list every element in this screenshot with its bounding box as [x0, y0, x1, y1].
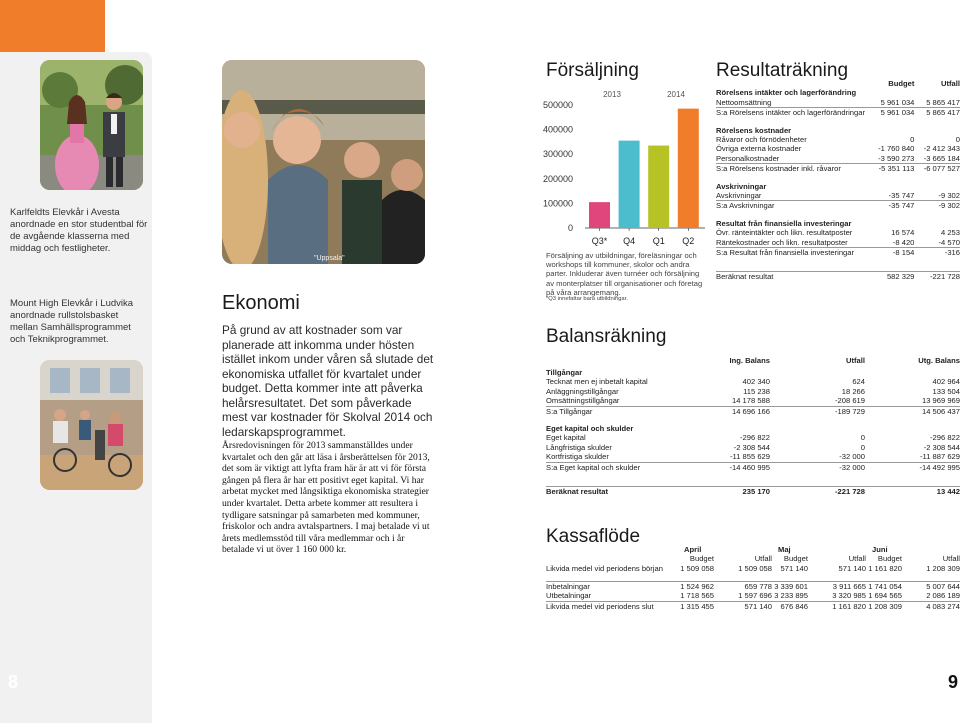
value-col-2: -32 000	[839, 452, 865, 462]
row-label: Utbetalningar	[546, 591, 592, 601]
table-row	[546, 581, 960, 591]
y-tick-label: 100000	[543, 198, 573, 209]
cash-value: 5 007 644	[902, 581, 960, 591]
row-label: Långfristiga skulder	[546, 442, 612, 452]
utfall-value	[914, 182, 960, 191]
utfall-value	[914, 88, 960, 97]
spacer	[716, 118, 960, 126]
forsaljning-note: Försäljning av utbildningar, föreläsningar och workshops till kommuner, skolor och andra parter. Inkluderar även turnéer och försäljning av monterplatser till organisationer och företag på våra arrangemang.	[546, 251, 703, 297]
value-col-1: 115 238	[743, 386, 770, 396]
value-col-3: 13 442	[865, 486, 960, 496]
budget-value: 16 574	[891, 228, 915, 238]
cash-value: 3 320 985	[832, 591, 866, 601]
row-label: S:a Tillgångar	[546, 406, 692, 416]
value-col-3: -11 887 629	[920, 452, 960, 462]
x-tick-label: Q4	[623, 236, 636, 246]
cash-value: 1 161 820	[868, 563, 902, 573]
cash-value: 571 140	[780, 563, 808, 573]
utfall-value: -6 077 527	[914, 164, 960, 174]
budget-value: -35 747	[865, 201, 914, 211]
cash-value: 676 846	[772, 601, 808, 611]
row-label: Rörelsens kostnader	[716, 125, 792, 135]
value-col-3: 402 964	[932, 377, 960, 387]
value-col-1: 14 696 166	[692, 406, 770, 416]
value-col-2	[770, 424, 865, 433]
utfall-value: -9 302	[938, 191, 960, 201]
utfall-value	[914, 219, 960, 228]
row-label: Likvida medel vid periodens slut	[546, 601, 678, 611]
y-tick-label: 500000	[543, 99, 573, 110]
budget-value: 582 329	[865, 272, 914, 282]
forsaljning-footnote: *Q3 innefattar bara utbildningar.	[546, 296, 628, 302]
table-row	[546, 368, 960, 377]
cash-value: 1 208 309	[926, 563, 960, 573]
spacer-row	[716, 258, 960, 272]
year-label-2014: 2014	[667, 90, 685, 99]
row-label: Tecknat men ej inbetalt kapital	[546, 377, 648, 387]
budget-value: 5 961 034	[880, 97, 915, 107]
table-row	[716, 182, 960, 191]
row-label: Personalkostnader	[716, 153, 780, 163]
cash-value: 1 597 696	[738, 591, 772, 601]
budget-value	[865, 182, 914, 191]
spacer-row	[546, 416, 960, 424]
budget-value: -8 154	[865, 248, 914, 258]
value-col-1: 402 340	[742, 377, 770, 387]
sub-header-utfall: Utfall	[942, 554, 960, 564]
table-row	[546, 424, 960, 433]
table-row	[716, 144, 960, 153]
cash-value: 1 161 820	[808, 601, 866, 611]
table-row	[716, 191, 960, 201]
header-spacer	[546, 354, 692, 368]
page-number-left: 8	[8, 672, 19, 692]
ekonomi-title: Ekonomi	[222, 292, 300, 314]
value-col-3: 13 969 969	[921, 396, 960, 406]
row-label: Råvaror och förnödenheter	[716, 135, 807, 145]
table-row	[716, 164, 960, 174]
header-spacer	[546, 554, 678, 563]
budget-value: -1 760 840	[878, 144, 915, 154]
table-row	[716, 135, 960, 144]
month-header: Maj	[778, 545, 791, 554]
cash-value: 1 524 962	[678, 581, 714, 591]
caption-karlfeldts: Karlfeldts Elevkår i Avesta anordnade en stor studentbal för de avgående klasserna med middag och festligheter.	[10, 207, 148, 254]
table-row	[546, 406, 960, 416]
row-label: Övriga externa kostnader	[716, 144, 802, 154]
cash-value: 1 509 058	[738, 563, 772, 573]
table-row	[716, 228, 960, 237]
month-header: April	[684, 545, 702, 554]
cash-value: 1 694 565	[868, 591, 902, 601]
cash-value: 1 718 565	[680, 591, 714, 601]
table-row	[546, 377, 960, 386]
row-label: Inbetalningar	[546, 581, 678, 591]
photo-wheelchair-basket	[40, 360, 143, 490]
value-col-1: -296 822	[740, 433, 770, 443]
table-row	[546, 486, 960, 496]
value-col-3: 133 504	[932, 386, 960, 396]
value-col-1: 235 170	[692, 486, 770, 496]
table-row	[716, 108, 960, 118]
row-label: Beräknat resultat	[716, 272, 865, 282]
value-col-3	[865, 368, 960, 377]
budget-value	[865, 219, 914, 228]
spacer-row	[716, 174, 960, 182]
cash-value: 1 741 054	[866, 581, 902, 591]
bar-Q2	[678, 109, 699, 228]
cash-value: 1 315 455	[678, 601, 714, 611]
kassa-month-row	[546, 545, 960, 554]
budget-value: 0	[910, 135, 915, 145]
value-col-3: -14 492 995	[865, 462, 960, 472]
value-col-3: 14 506 437	[865, 406, 960, 416]
sub-header-budget: Budget	[877, 554, 902, 564]
utfall-value: 4 253	[940, 228, 960, 238]
col-header-ing-balans: Ing. Balans	[729, 356, 770, 366]
photo-watermark: "Uppsala"	[314, 255, 345, 262]
cash-value: 1 208 309	[866, 601, 902, 611]
forsaljning-title: Försäljning	[546, 60, 639, 81]
value-col-1: 14 178 588	[731, 396, 770, 406]
cash-value: 3 339 601	[772, 581, 808, 591]
table-row	[546, 564, 960, 573]
caption-mount-high: Mount High Elevkår i Ludvika anordnade rullstolsbasket mellan Samhällsprogrammet och Teknikprogrammet.	[10, 298, 134, 345]
x-tick-label: Q1	[652, 236, 665, 246]
table-row	[546, 433, 960, 442]
utfall-value: -221 728	[914, 272, 960, 282]
value-col-2	[770, 368, 865, 377]
table-row	[546, 601, 960, 611]
row-label: Anläggningstillgångar	[546, 386, 619, 396]
budget-value: -3 590 273	[878, 153, 915, 163]
bar-Q3	[589, 202, 610, 228]
table-row	[716, 219, 960, 228]
cash-value: 571 140	[838, 563, 866, 573]
col-header-utfall: Utfall	[846, 356, 865, 366]
header-spacer	[546, 545, 678, 554]
table-row	[716, 272, 960, 282]
row-label: S:a Resultat från finansiella investeringar	[716, 248, 865, 258]
value-col-2: 18 266	[841, 386, 865, 396]
value-col-2: -221 728	[770, 486, 865, 496]
photo-students	[222, 60, 425, 264]
value-col-2: -32 000	[770, 462, 865, 472]
value-col-2: 0	[860, 433, 865, 443]
table-row	[716, 154, 960, 164]
value-col-1	[692, 368, 770, 377]
page-number-right: 9	[948, 672, 959, 692]
value-col-3	[865, 424, 960, 433]
row-label: S:a Eget kapital och skulder	[546, 462, 692, 472]
row-label: Nettoomsättning	[716, 97, 772, 107]
y-tick-label: 400000	[543, 124, 573, 135]
value-col-3: -2 308 544	[923, 442, 960, 452]
spacer	[716, 258, 960, 272]
budget-value	[865, 88, 914, 97]
y-tick-label: 0	[567, 223, 573, 233]
balans-title: Balansräkning	[546, 326, 667, 347]
x-tick-label: Q2	[682, 236, 695, 246]
cash-value: 3 233 895	[774, 591, 808, 601]
row-label: Tillgångar	[546, 368, 583, 377]
year-label-2013: 2013	[603, 90, 621, 99]
budget-value: -8 420	[892, 237, 915, 247]
x-tick-label: Q3*	[591, 236, 608, 246]
col-header-utg-balans: Utg. Balans	[918, 356, 960, 366]
spacer-row	[716, 211, 960, 219]
spacer	[716, 211, 960, 219]
sub-header-budget: Budget	[689, 554, 714, 564]
sales-bar-chart	[543, 85, 708, 250]
row-label: Beräknat resultat	[546, 486, 692, 496]
utfall-value	[914, 126, 960, 135]
budget-value: 5 961 034	[865, 108, 914, 118]
row-label: Resultat från finansiella investeringar	[716, 218, 852, 228]
col-header-utfall: Utfall	[941, 79, 960, 88]
bar-Q1	[648, 146, 669, 228]
budget-value: -35 747	[888, 191, 915, 201]
spacer	[546, 573, 960, 581]
cash-value: 2 086 189	[926, 591, 960, 601]
value-col-1: -2 308 544	[733, 442, 770, 452]
value-col-2: 624	[852, 377, 865, 387]
utfall-value: -3 665 184	[923, 153, 960, 163]
balans-header-row	[546, 354, 960, 368]
utfall-value: 0	[955, 135, 960, 145]
spacer-row	[546, 472, 960, 486]
kassa-table	[546, 545, 960, 611]
table-row	[546, 387, 960, 396]
cash-value: 4 083 274	[902, 601, 960, 611]
spacer-row	[716, 118, 960, 126]
row-label: S:a Rörelsens kostnader inkl. råvaror	[716, 164, 865, 174]
header-spacer	[716, 79, 865, 88]
table-row	[716, 238, 960, 248]
row-label: Eget kapital och skulder	[546, 424, 634, 434]
table-row	[716, 248, 960, 258]
row-label: Kortfristiga skulder	[546, 452, 609, 462]
cash-value: 1 509 058	[680, 563, 714, 573]
row-label: Omsättningstillgångar	[546, 396, 620, 406]
table-row	[716, 98, 960, 108]
cash-value: 659 778	[714, 581, 772, 591]
sub-header-utfall: Utfall	[754, 554, 772, 564]
table-row	[716, 201, 960, 211]
utfall-value: -2 412 343	[923, 144, 960, 154]
table-row	[546, 443, 960, 452]
utfall-value: -9 302	[914, 201, 960, 211]
value-col-1	[692, 424, 770, 433]
value-col-2: -189 729	[770, 406, 865, 416]
kassa-sub-row	[546, 554, 960, 563]
row-label: Avskrivningar	[716, 181, 767, 191]
utfall-value: -316	[914, 248, 960, 258]
row-label: Rörelsens intäkter och lagerförändring	[716, 88, 857, 98]
month-header: Juni	[872, 545, 888, 554]
ekonomi-lead: På grund av att kostnader som var planerade att inkomma under hösten istället inkom under våren så slutade det ekonomiska utfallet för kvartalet under budget. Detta kommer inte att påverka helårsresultatet. Det som påverkade mest var kostnader för Skolval 2014 och ledarskapsprogrammet.	[222, 323, 434, 439]
row-label: S:a Rörelsens intäkter och lagerförändringar	[716, 108, 866, 118]
value-col-3: -296 822	[930, 433, 960, 443]
table-row	[546, 396, 960, 406]
table-row	[716, 88, 960, 97]
row-label: Avskrivningar	[716, 191, 762, 201]
table-row	[716, 126, 960, 135]
cash-value: 571 140	[714, 601, 772, 611]
row-label: S:a Avskrivningar	[716, 201, 865, 211]
table-row	[546, 462, 960, 472]
utfall-value: 5 865 417	[926, 97, 960, 107]
balans-table	[546, 354, 960, 496]
value-col-2: -208 619	[835, 396, 865, 406]
spacer-row	[546, 573, 960, 581]
sub-header-utfall: Utfall	[848, 554, 866, 564]
y-tick-label: 200000	[543, 173, 573, 184]
bar-Q4	[619, 141, 640, 228]
row-label: Räntekostnader och likn. resultatposter	[716, 237, 848, 247]
ekonomi-body: Årsredovisningen för 2013 sammanställdes under kvartalet och den går att läsa i årsberättelsen för 2013, det som är viktigt att lyfta fram här är att vi för första gången på flera år har ett positivt eget kapital. Vi har arbetat mycket med långsiktiga ekonomiska strategier under kvartalet. Detta arbete kommer att resultera i tydligare satsningar på samarbeten med kommuner, friskolor och andra avtalspartners. I maj betalade vi ut årets medlemsstöd till våra medlemmar och i år betalade vi ut över 1 160 000 kr.	[222, 440, 430, 556]
cash-value: 3 911 665	[808, 581, 866, 591]
value-col-2: 0	[860, 442, 865, 452]
utfall-value: -4 570	[938, 237, 960, 247]
y-tick-label: 300000	[543, 149, 573, 160]
spacer	[546, 416, 960, 424]
value-col-1: -11 855 629	[730, 452, 770, 462]
spacer	[716, 174, 960, 182]
value-col-1: -14 460 995	[692, 462, 770, 472]
table-row	[546, 591, 960, 601]
budget-value	[865, 126, 914, 135]
kassa-title: Kassaflöde	[546, 526, 641, 547]
spacer	[546, 472, 960, 486]
resultat-header-row	[716, 79, 960, 88]
budget-value: -5 351 113	[865, 164, 914, 174]
sub-header-budget: Budget	[783, 554, 808, 564]
row-label: Likvida medel vid periodens början	[546, 563, 663, 573]
photo-student-ball	[40, 60, 143, 190]
row-label: Eget kapital	[546, 433, 586, 443]
utfall-value: 5 865 417	[914, 108, 960, 118]
resultat-table	[716, 79, 960, 281]
row-label: Övr. ränteintäkter och likn. resultatposter	[716, 228, 853, 238]
col-header-budget: Budget	[888, 79, 915, 88]
table-row	[546, 452, 960, 462]
resultat-title: Resultaträkning	[716, 60, 849, 81]
